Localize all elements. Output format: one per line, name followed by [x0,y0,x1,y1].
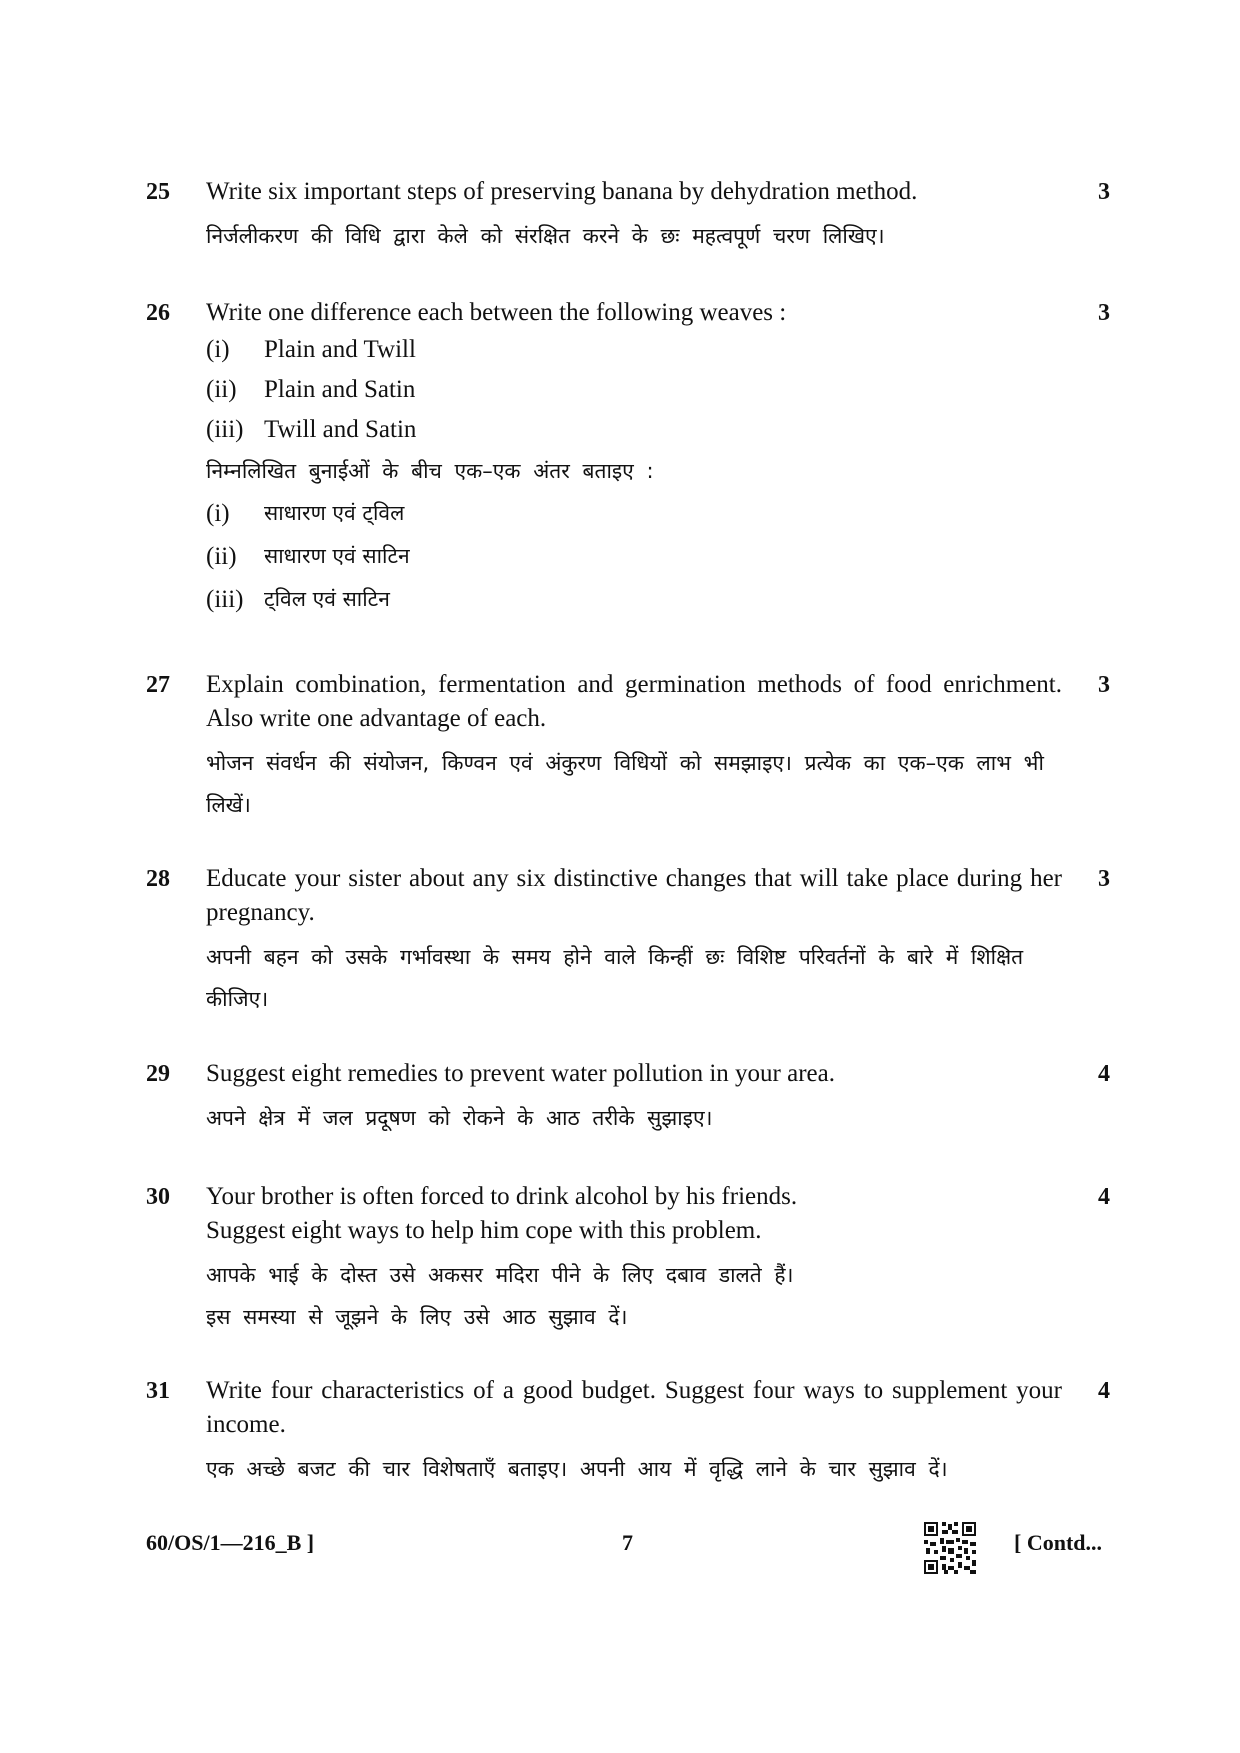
question-text-en: Educate your sister about any six distinctive changes that will take place during her pregnancy. [206,865,1062,926]
paper-code: 60/OS/1—216_B ] [146,1530,315,1555]
question-number: 30 [146,1184,170,1210]
question-number: 27 [146,672,170,698]
question-body [206,668,1062,826]
question-body [206,175,1062,257]
question-text-en: Explain combination, fermentation and germination methods of food enrichment. Also write one advantage of each. [206,671,1062,732]
continued-label: [ Contd... [1014,1530,1103,1555]
question-marks: 3 [1098,866,1110,892]
question-text-hi-line: इस समस्या से जूझने के लिए उसे आठ सुझाव दें। [206,1305,628,1329]
question-text-hi: निम्नलिखित बुनाईओं के बीच एक–एक अंतर बताइए : [206,459,654,483]
sub-item-en [206,370,1062,410]
question-text-hi: निर्जलीकरण की विधि द्वारा केले को संरक्षित करने के छः महत्वपूर्ण चरण लिखिए। [206,224,885,248]
question-body [206,296,1062,621]
sub-item-index: (ii) [206,543,237,570]
question-text-en-line: Your brother is often forced to drink alcohol by his friends. [206,1183,798,1210]
question-text-hi: अपने क्षेत्र में जल प्रदूषण को रोकने के आठ तरीके सुझाइए। [206,1106,713,1130]
question-marks: 4 [1098,1184,1110,1210]
sub-item-index: (i) [206,500,230,527]
question-number: 31 [146,1378,170,1404]
sub-item-index: (iii) [206,586,244,613]
question-body [206,1057,1062,1139]
sub-item-hi [206,492,1062,535]
question-body [206,862,1062,1020]
sub-item-text: साधारण एवं साटिन [264,544,410,568]
sub-item-hi [206,535,1062,578]
question-text-en: Suggest eight remedies to prevent water pollution in your area. [206,1060,835,1087]
question-marks: 3 [1098,179,1110,205]
question-number: 26 [146,300,170,326]
question-number: 25 [146,179,170,205]
sub-item-en [206,410,1062,450]
sub-item-index: (ii) [206,376,237,403]
sub-item-text: ट्विल एवं साटिन [264,587,390,611]
sub-item-text: Twill and Satin [264,416,417,443]
question-marks: 4 [1098,1378,1110,1404]
question-text-en: Write four characteristics of a good budget. Suggest four ways to supplement your income. [206,1377,1062,1438]
question-marks: 3 [1098,300,1110,326]
question-marks: 3 [1098,672,1110,698]
question-text-en: Write six important steps of preserving banana by dehydration method. [206,178,918,205]
sub-item-index: (i) [206,336,230,363]
qr-code-icon [924,1522,976,1574]
question-number: 29 [146,1061,170,1087]
question-text-hi: भोजन संवर्धन की संयोजन, किण्वन एवं अंकुरण विधियों को समझाइए। प्रत्येक का एक–एक लाभ भी लिखें। [206,751,1044,817]
question-body [206,1180,1062,1338]
question-text-hi-line: आपके भाई के दोस्त उसे अकसर मदिरा पीने के लिए दबाव डालते हैं। [206,1263,794,1287]
question-marks: 4 [1098,1061,1110,1087]
question-text-en-line: Suggest eight ways to help him cope with this problem. [206,1217,762,1244]
question-body [206,1374,1062,1490]
sub-item-text: साधारण एवं ट्विल [264,501,405,525]
page-number: 7 [622,1530,633,1555]
sub-item-text: Plain and Twill [264,336,416,363]
sub-item-text: Plain and Satin [264,376,416,403]
question-text-hi: एक अच्छे बजट की चार विशेषताएँ बताइए। अपनी आय में वृद्धि लाने के चार सुझाव दें। [206,1457,948,1481]
page-footer [0,1522,1240,1582]
sub-item-hi [206,578,1062,621]
question-text-en: Write one difference each between the following weaves : [206,299,787,326]
question-number: 28 [146,866,170,892]
question-text-hi: अपनी बहन को उसके गर्भावस्था के समय होने वाले किन्हीं छः विशिष्ट परिवर्तनों के बारे में शिक्षित कीजिए। [206,945,1024,1011]
sub-item-index: (iii) [206,416,244,443]
sub-item-en [206,330,1062,370]
